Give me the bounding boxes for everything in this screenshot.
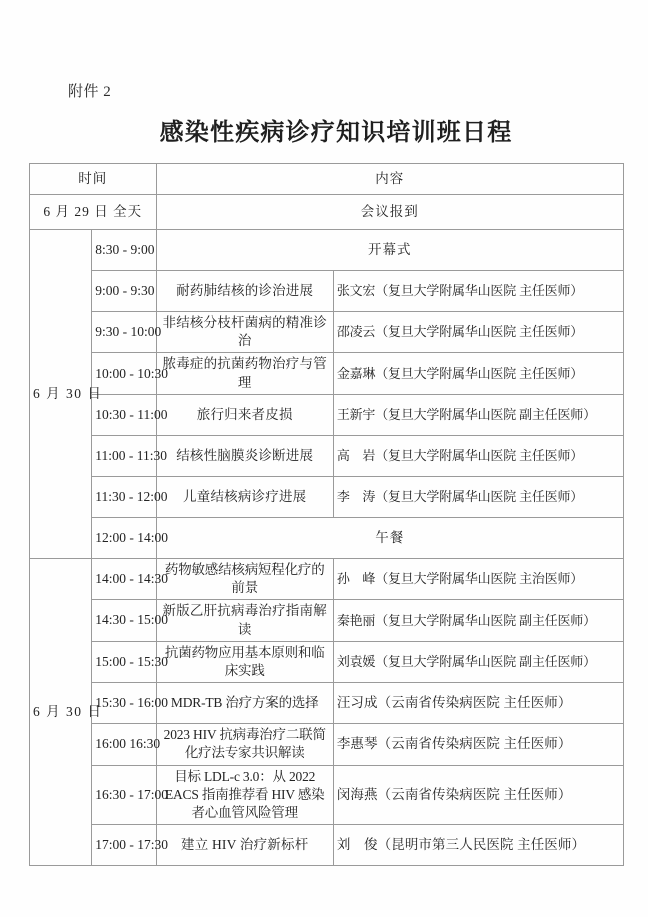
speaker-cell: 刘袁媛（复旦大学附属华山医院 副主任医师） (333, 641, 623, 682)
speaker-cell: 刘 俊（昆明市第三人民医院 主任医师） (333, 825, 623, 866)
time-cell: 10:30 - 11:00 (92, 394, 156, 435)
time-cell: 9:30 - 10:00 (92, 312, 156, 353)
topic-cell: 耐药肺结核的诊治进展 (156, 271, 333, 312)
column-header-content: 内容 (156, 164, 623, 195)
table-row (30, 353, 624, 394)
topic-cell: 儿童结核病诊疗进展 (156, 476, 333, 517)
table-row (30, 558, 624, 599)
time-cell: 10:00 - 10:30 (92, 353, 156, 394)
table-row (30, 271, 624, 312)
time-cell: 16:30 - 17:00 (92, 765, 156, 825)
attachment-label: 附件 2 (68, 84, 112, 100)
day2-afternoon-date-cell: 6 月 30 日 (30, 558, 92, 865)
speaker-cell: 秦艳丽（复旦大学附属华山医院 副主任医师） (333, 600, 623, 641)
speaker-cell: 邵凌云（复旦大学附属华山医院 主任医师） (333, 312, 623, 353)
column-header-time: 时间 (30, 164, 157, 195)
topic-cell: 建立 HIV 治疗新标杆 (156, 825, 333, 866)
time-cell: 17:00 - 17:30 (92, 825, 156, 866)
topic-cell: MDR-TB 治疗方案的选择 (156, 683, 333, 724)
day1-date-cell: 6 月 29 日 全天 (30, 195, 157, 230)
time-cell: 16:00 16:30 (92, 724, 156, 765)
time-cell: 8:30 - 9:00 (92, 230, 156, 271)
time-cell: 11:30 - 12:00 (92, 476, 156, 517)
topic-cell: 新版乙肝抗病毒治疗指南解读 (156, 600, 333, 641)
topic-cell: 药物敏感结核病短程化疗的前景 (156, 558, 333, 599)
speaker-cell: 张文宏（复旦大学附属华山医院 主任医师） (333, 271, 623, 312)
topic-cell: 抗菌药物应用基本原则和临床实践 (156, 641, 333, 682)
topic-cell: 非结核分枝杆菌病的精准诊治 (156, 312, 333, 353)
time-cell: 11:00 - 11:30 (92, 435, 156, 476)
page-title: 感染性疾病诊疗知识培训班日程 (159, 120, 513, 146)
speaker-cell: 孙 峰（复旦大学附属华山医院 主治医师） (333, 558, 623, 599)
time-cell: 14:00 - 14:30 (92, 558, 156, 599)
table-row (30, 195, 624, 230)
speaker-cell: 王新宇（复旦大学附属华山医院 副主任医师） (333, 394, 623, 435)
topic-cell: 结核性脑膜炎诊断进展 (156, 435, 333, 476)
speaker-cell: 李 涛（复旦大学附属华山医院 主任医师） (333, 476, 623, 517)
time-cell: 14:30 - 15:00 (92, 600, 156, 641)
day2-morning-date-cell: 6 月 30 日 (30, 230, 92, 559)
topic-cell: 目标 LDL-c 3.0：从 2022 EACS 指南推荐看 HIV 感染者心血管风险管理 (156, 765, 333, 825)
time-cell: 15:00 - 15:30 (92, 641, 156, 682)
speaker-cell: 高 岩（复旦大学附属华山医院 主任医师） (333, 435, 623, 476)
table-row (30, 312, 624, 353)
table-row (30, 765, 624, 825)
table-row (30, 724, 624, 765)
table-row (30, 394, 624, 435)
table-row (30, 435, 624, 476)
table-row (30, 683, 624, 724)
time-cell: 9:00 - 9:30 (92, 271, 156, 312)
speaker-cell: 李惠琴（云南省传染病医院 主任医师） (333, 724, 623, 765)
day1-content-cell: 会议报到 (156, 195, 623, 230)
speaker-cell: 金嘉琳（复旦大学附属华山医院 主任医师） (333, 353, 623, 394)
time-cell: 15:30 - 16:00 (92, 683, 156, 724)
table-row (30, 600, 624, 641)
table-row (30, 230, 624, 271)
topic-cell: 旅行归来者皮损 (156, 394, 333, 435)
table-row (30, 476, 624, 517)
time-cell: 12:00 - 14:00 (92, 517, 156, 558)
speaker-cell: 闵海燕（云南省传染病医院 主任医师） (333, 765, 623, 825)
content-cell: 午餐 (156, 517, 623, 558)
content-cell: 开幕式 (156, 230, 623, 271)
table-row (30, 641, 624, 682)
topic-cell: 脓毒症的抗菌药物治疗与管理 (156, 353, 333, 394)
schedule-table (29, 163, 624, 866)
table-row (30, 825, 624, 866)
table-row (30, 517, 624, 558)
topic-cell: 2023 HIV 抗病毒治疗二联简化疗法专家共识解读 (156, 724, 333, 765)
table-header-row (30, 164, 624, 195)
speaker-cell: 汪习成（云南省传染病医院 主任医师） (333, 683, 623, 724)
